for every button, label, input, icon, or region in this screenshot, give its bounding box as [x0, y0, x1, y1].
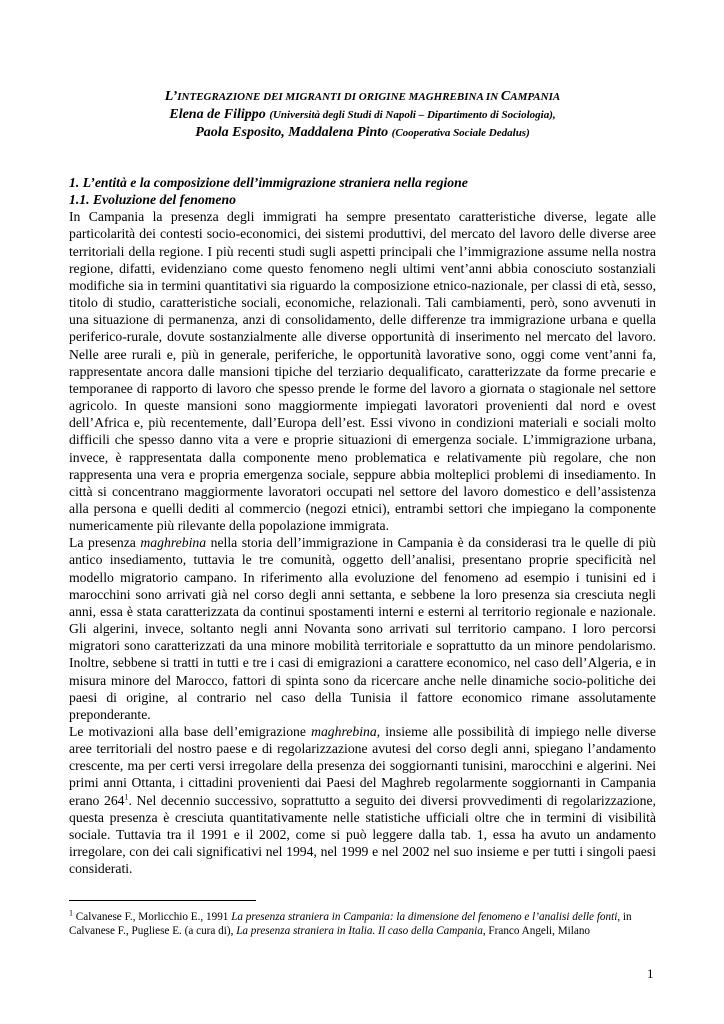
paragraph-1: In Campania la presenza degli immigrati ha sempre presentato caratteristiche diverse, legate alle particolarità dei contesti socio-economici, dei sistemi produttivi, del mercato del lavoro delle diverse aree territoriali della regione. I più recenti studi sugli aspetti principali che l’immigrazione assume nella nostra regione, difatti, evidenziano come questo fenomeno negli ultimi vent’anni abbia conosciuto sostanziali modifiche sia in termini quantitativi sia riguardo la composizione etnico-nazionale, per classi di età, sesso, titolo di studio, caratteristiche sociali, economiche, relazionali. Tali cambiamenti, però, sono avvenuti in una situazione di permanenza, anzi di consolidamento, delle differenze tra immigrazione urbana e quella periferico-rurale, dovute sostanzialmente alle diverse opportunità di inserimento nel mercato del lavoro. Nelle aree rurali e, più in generale, periferiche, le opportunità lavorative sono, oggi come vent’anni fa, rappresentate ancora dalle mansioni tipiche del terziario dequalificato, caratterizzate da forme precarie e temporanee di rapporto di lavoro che spesso prende le forme del lavoro a giornata o stagionale nel settore agricolo. In queste mansioni sono maggiormente impiegati lavoratori provenienti dal nord e ovest dell’Africa e, più recentemente, dall’Europa dell’est. Essi vivono in condizioni materiali e sociali molto difficili che spesso danno vita a vere e proprie situazioni di emergenza sociale. L’immigrazione urbana, invece, è rappresentata dalla componente meno problematica e relativamente più regolare, che non rappresenta una vera e propria emergenza sociale, seppure abbia molteplici problemi di insediamento. In città si concentrano maggiormente lavoratori occupati nel settore del lavoro domestico e dell’assistenza alla persona e quelli dediti al commercio (negozi etnici), entrambi settori che impiegano la componente numericamente più rilevante della popolazione immigrata.	[69, 209, 656, 534]
footnote-text-b: , in Calvanese F., Pugliese E. (a cura di),	[69, 911, 632, 938]
paragraph-2	[69, 534, 656, 723]
document-title	[69, 88, 656, 106]
document-body	[69, 174, 656, 877]
footnote-italic-a: La presenza straniera in Campania: la dimensione del fenomeno e l’analisi delle fonti	[231, 911, 618, 923]
title-block	[69, 88, 656, 142]
paragraph-3-text-c: . Nel decennio successivo, soprattutto a seguito dei diversi provvedimenti di regolarizzazione, questa presenza è cresciuta quantitativamente nelle statistiche ufficiali oltre che in termini di visibilità sociale. Tuttavia tra il 1991 e il 2002, come si può leggere dalla tab. 1, essa ha avuto un andamento irregolare, con dei cali significativi nel 1994, nel 1999 e nel 2002 nel suo insieme e per tutti i singoli paesi considerati.	[69, 792, 656, 877]
author-1: Elena de Filippo	[169, 107, 270, 122]
paragraph-3-text-a: Le motivazioni alla base dell’emigrazione	[69, 724, 312, 739]
footnote-marker: 1	[69, 908, 73, 918]
subsection-heading: 1.1. Evoluzione del fenomeno	[69, 192, 236, 208]
footnote	[69, 910, 656, 938]
author-line-1	[69, 106, 656, 124]
footnote-reference[interactable]: 1	[124, 792, 129, 802]
document-page	[69, 0, 656, 1024]
author-2: Paola Esposito, Maddalena Pinto	[195, 125, 392, 140]
page-number: 1	[647, 966, 654, 981]
paragraph-2-italic: maghrebina	[140, 535, 207, 551]
title-part2-rest: AMPANIA	[510, 91, 561, 103]
footnote-text-c: , Franco Angeli, Milano	[482, 925, 591, 938]
paragraph-3-italic: maghrebina	[311, 724, 377, 739]
title-part2-cap: C	[500, 89, 511, 104]
title-part1: INTEGRAZIONE DEI MIGRANTI DI ORIGINE MAGHREBINA IN	[177, 91, 501, 103]
footnote-divider	[69, 900, 256, 901]
paragraph-3	[69, 723, 656, 877]
author-line-2	[69, 124, 656, 142]
footnote-italic-b: La presenza straniera in Italia. Il caso della Campania	[236, 925, 483, 938]
paragraph-3-text-b: , insieme alle possibilità di impiego nelle diverse aree territoriali del nostro paese e di regolarizzazione avutesi del corso degli anni, spiegano l’andamento crescente, ma per certi versi irregolare della presenza dei soggiornanti tunisini, marocchini e algerini. Nei primi anni Ottanta, i cittadini provenienti dai Paesi del Maghreb regolarmente soggiornanti in Campania erano 264	[69, 724, 657, 808]
paragraph-2-text-b: nella storia dell’immigrazione in Campania è da considerasi tra le quelle di più antico insediamento, tuttavia le tre comunità, oggetto dell’analisi, presentano proprie specificità nel modello migratorio campano. In riferimento alla evoluzione del fenomeno ad esempio i tunisini ed i marocchini sono arrivati già nel corso degli anni settanta, e sebbene la loro presenza sia cresciuta negli anni, essa è stata caratterizzata da continui spostamenti interni e esterni al territorio regionale e nazionale. Gli algerini, invece, soltanto negli anni Novanta sono arrivati sul territorio campano. I loro percorsi migratori sono caratterizzati da una minore mobilità territoriale e soprattutto da un minore pendolarismo. Inoltre, sebbene si tratti in tutti e tre i casi di emigrazioni a carattere economico, nel caso dell’Algeria, e in misura minore del Marocco, fattori di spinta sono da ricercare anche nelle dinamiche socio-politiche dei paesi di origine, al contrario nel caso della Tunisia il fattore economico rimane assolutamente preponderante.	[69, 535, 656, 722]
title-l-prefix: L’	[164, 89, 178, 104]
paragraph-2-text-a: La presenza	[69, 535, 141, 551]
author-1-affiliation: (Università degli Studi di Napoli – Dipartimento di Sociologia),	[269, 109, 556, 121]
section-heading: 1. L’entità e la composizione dell’immigrazione straniera nella regione	[69, 175, 468, 190]
author-2-affiliation: (Cooperativa Sociale Dedalus)	[391, 127, 530, 139]
footnote-text-a: Calvanese F., Morlicchio E., 1991	[73, 911, 232, 923]
